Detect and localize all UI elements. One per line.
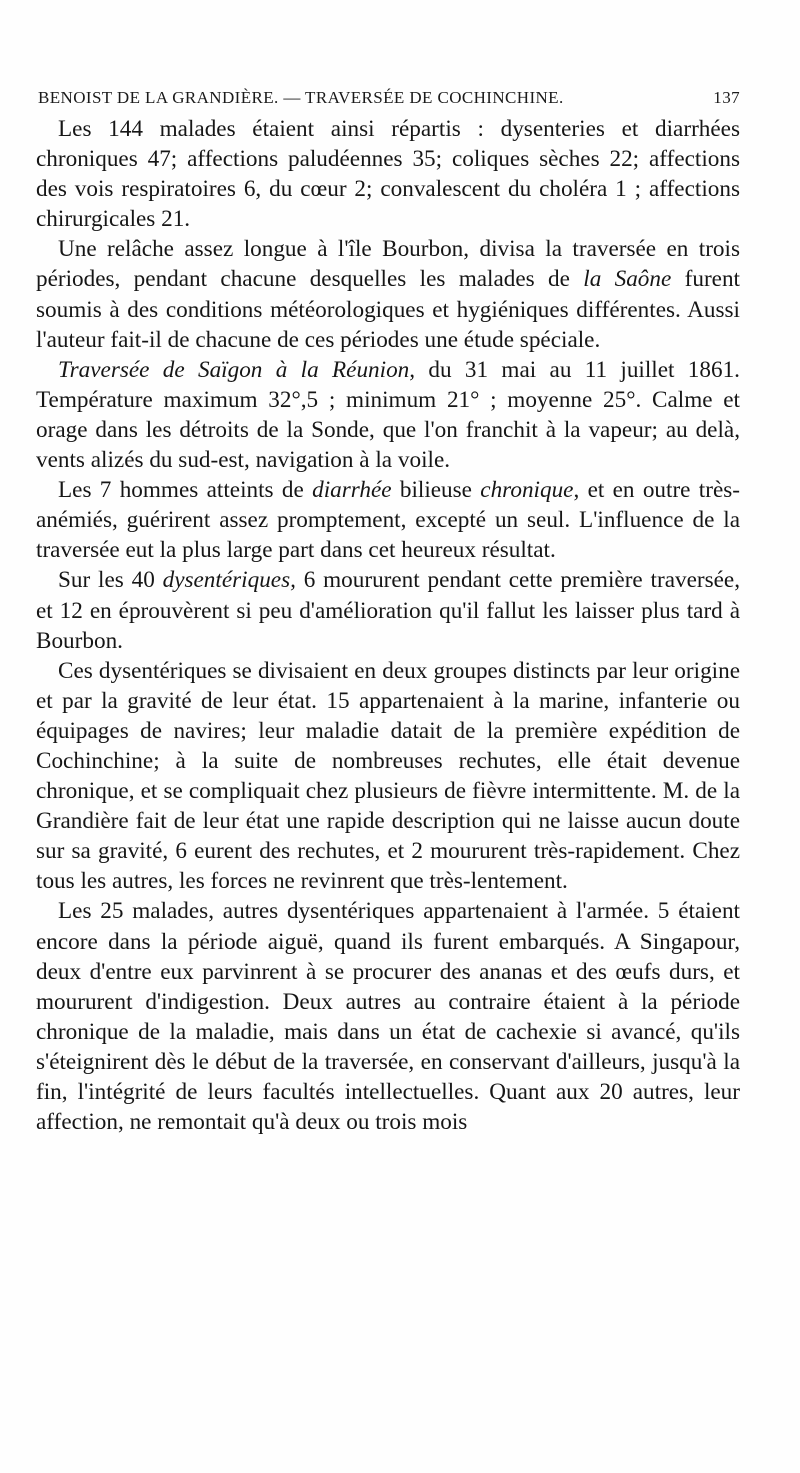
paragraph-patient-distribution [36,114,740,234]
page-number: 137 [713,88,740,107]
paragraph-crossing-periods [36,234,740,354]
paragraph-dysenteric-groups [36,656,740,897]
body-text [36,114,740,1137]
section-heading-italic: Traversée de Saïgon à la Réunion, [58,356,416,383]
page-header [38,88,740,112]
paragraph-saigon-reunion [36,355,740,475]
term-dysenteric: dysentériques, [162,567,296,594]
paragraph-army-patients [36,896,740,1137]
paragraph-text: Les 25 malades, autres dysentériques appartenaient à l'armée. 5 étaient encore dans la période aiguë, quand ils furent embarqués. A Singapour, deux d'entre eux parvinrent à se procurer des ananas et des œufs durs, et moururent d'indigestion. Deux autres au contraire étaient à la période chronique de la maladie, mais dans un état de cachexie si avancé, qu'ils s'éteignirent dès le début de la traversée, en conservant d'ailleurs, jusqu'à la fin, l'intégrité de leurs facultés intellectuelles. Quant aux 20 autres, leur affection, ne remontait qu'à deux ou trois mois [36,898,740,1136]
paragraph-text: bilieuse [391,477,481,504]
paragraph-text: Une relâche assez longue à l'île Bourbon, divisa la traversée en trois périodes, pendant chacune desquelles les malades de [36,236,740,293]
paragraph-text: 6 moururent pendant cette première traversée, et 12 en éprouvèrent si peu d'amélioration qu'il fallut les laisser plus tard à Bourbon. [36,567,741,654]
paragraph-text: Les 144 malades étaient ainsi répartis : dysenteries et diarrhées chroniques 47; affections paludéennes 35; coliques sèches 22; affections des vois respiratoires 6, du cœur 2; convalescent du choléra 1 ; affections chirurgicales 21. [36,116,740,233]
term-diarrhea: diarrhée [312,477,392,504]
paragraph-text: , et en outre très-anémiés, guérirent assez promptement, excepté un seul. L'influence de la traversée eut la plus large part dans cet heureux résultat. [36,477,740,564]
paragraph-text: Ces dysentériques se divisaient en deux groupes distincts par leur origine et par la gravité de leur état. 15 appartenaient à la marine, infanterie ou équipages de navires; leur maladie datait de la première expédition de Cochinchine; à la suite de nombreuses rechutes, elle était devenue chronique, et se compliquait chez plusieurs de fièvre intermittente. M. de la Grandière fait de leur état une rapide description qui ne laisse aucun doute sur sa gravité, 6 eurent des rechutes, et 2 moururent très-rapidement. Chez tous les autres, les forces ne revinrent que très-lentement. [36,657,740,895]
term-chronic: chronique [480,477,574,504]
paragraph-text: Sur les 40 [58,567,163,594]
ship-name: la Saône [583,266,672,293]
paragraph-dysenteric [36,565,740,655]
paragraph-text: du 31 mai au 11 juillet 1861. Température maximum 32°,5 ; minimum 21° ; moyenne 25°. Calme et orage dans les détroits de la Sonde, que l'on franchit à la vapeur; au delà, vents alizés du sud-est, navigation à la voile. [36,356,740,474]
paragraph-text: furent soumis à des conditions météorologiques et hygiéniques différentes. Aussi l'auteur fait-il de chacune de ces périodes une étude spéciale. [36,266,740,353]
paragraph-diarrhea [36,475,740,565]
paragraph-text: Les 7 hommes atteints de [58,477,313,504]
running-title: BENOIST DE LA GRANDIÈRE. — TRAVERSÉE DE COCHINCHINE. [38,88,564,107]
